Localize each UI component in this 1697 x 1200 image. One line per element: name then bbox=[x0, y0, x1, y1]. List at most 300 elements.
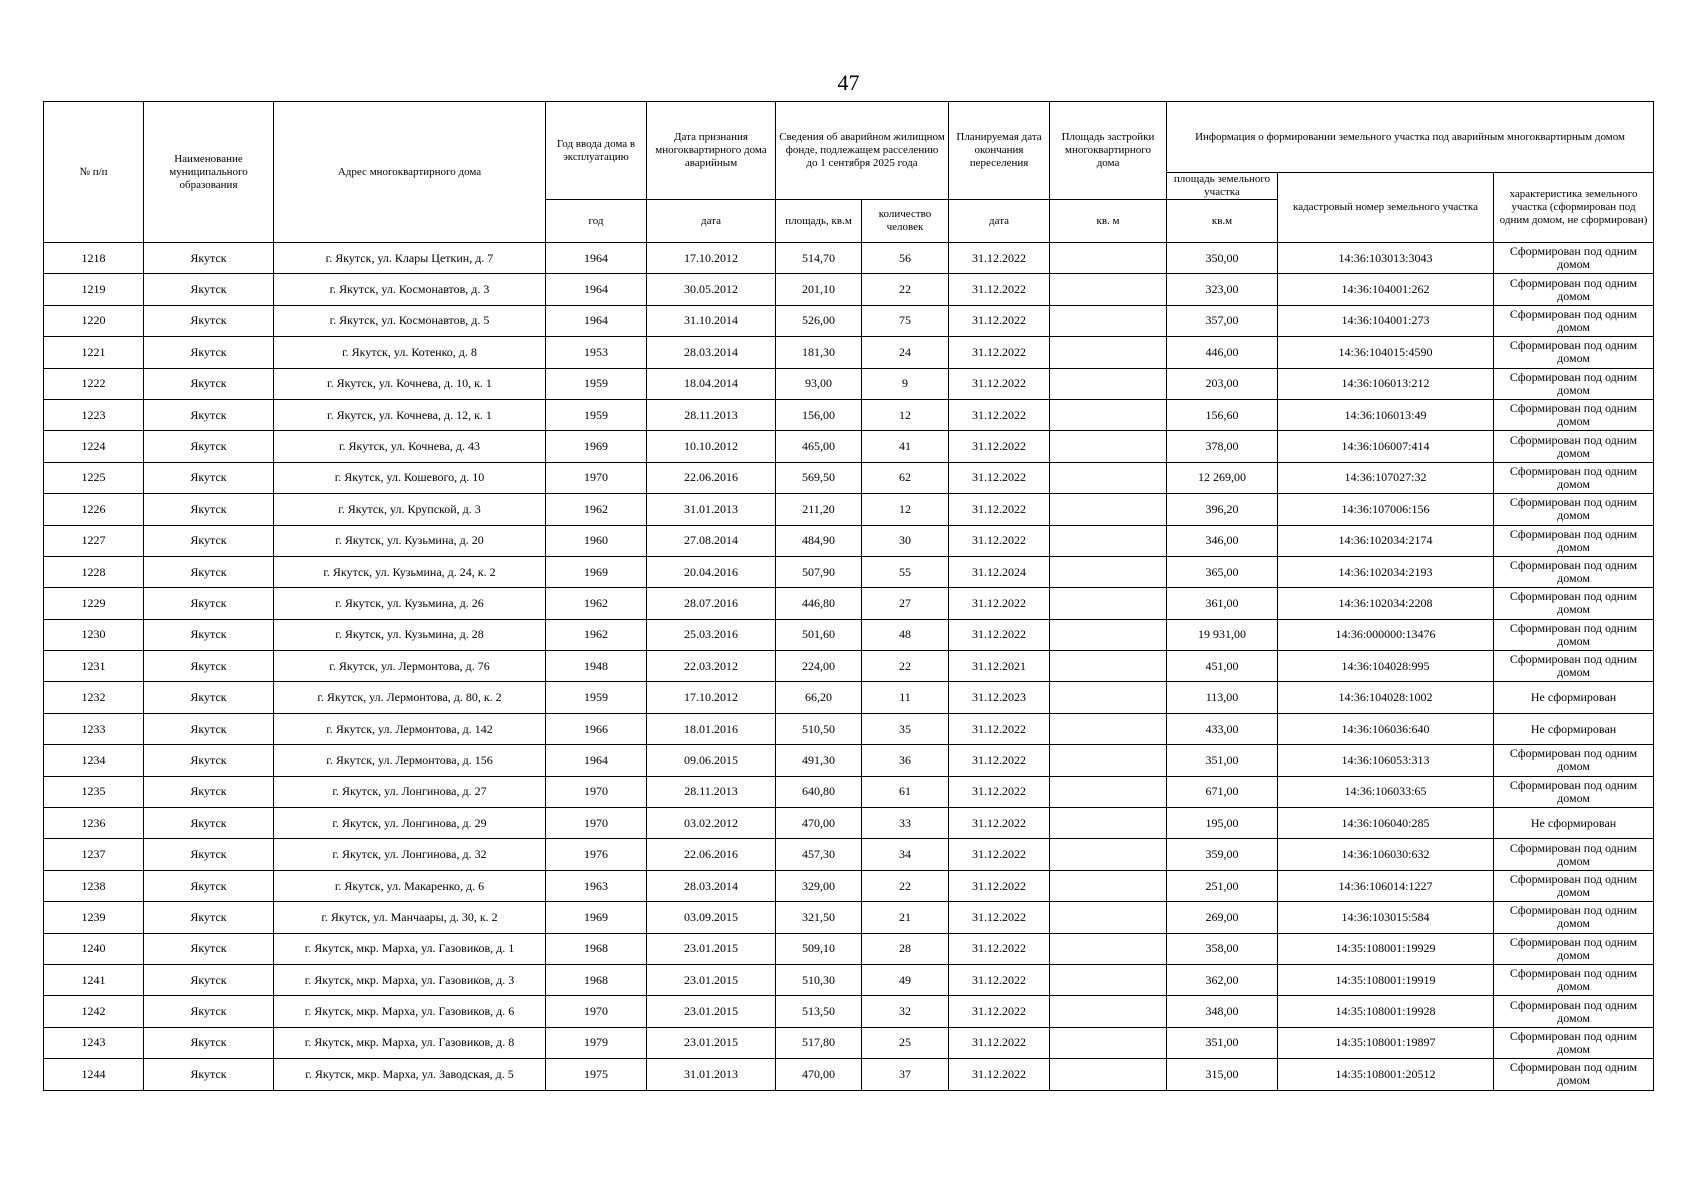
municipality-cell: Якутск bbox=[144, 588, 274, 619]
table-row bbox=[44, 651, 1654, 682]
recognition-date-cell: 09.06.2015 bbox=[647, 745, 776, 776]
row-number: 1225 bbox=[44, 462, 144, 493]
municipality-cell: Якутск bbox=[144, 619, 274, 650]
area-cell: 640,80 bbox=[776, 776, 862, 807]
land-area-cell: 350,00 bbox=[1167, 243, 1278, 274]
address-cell: г. Якутск, ул. Манчаары, д. 30, к. 2 bbox=[274, 902, 546, 933]
land-status-cell: Сформирован под одним домом bbox=[1494, 745, 1654, 776]
building-area-cell bbox=[1050, 305, 1167, 336]
cadastral-cell: 14:36:106014:1227 bbox=[1278, 870, 1494, 901]
year-cell: 1968 bbox=[546, 964, 647, 995]
people-cell: 33 bbox=[862, 808, 949, 839]
municipality-cell: Якутск bbox=[144, 399, 274, 430]
land-status-cell: Сформирован под одним домом bbox=[1494, 274, 1654, 305]
cadastral-cell: 14:36:000000:13476 bbox=[1278, 619, 1494, 650]
land-status-cell: Не сформирован bbox=[1494, 682, 1654, 713]
address-cell: г. Якутск, ул. Лермонтова, д. 76 bbox=[274, 651, 546, 682]
recognition-date-cell: 28.11.2013 bbox=[647, 776, 776, 807]
land-area-cell: 348,00 bbox=[1167, 996, 1278, 1027]
row-number: 1244 bbox=[44, 1059, 144, 1090]
cadastral-cell: 14:36:106013:212 bbox=[1278, 368, 1494, 399]
address-cell: г. Якутск, ул. Котенко, д. 8 bbox=[274, 337, 546, 368]
land-area-cell: 433,00 bbox=[1167, 713, 1278, 744]
area-cell: 470,00 bbox=[776, 808, 862, 839]
planned-date-cell: 31.12.2022 bbox=[949, 902, 1050, 933]
area-cell: 507,90 bbox=[776, 556, 862, 587]
row-number: 1233 bbox=[44, 713, 144, 744]
header-cadastral: кадастровый номер земельного участка bbox=[1278, 173, 1494, 243]
people-cell: 12 bbox=[862, 399, 949, 430]
building-area-cell bbox=[1050, 525, 1167, 556]
building-area-cell bbox=[1050, 933, 1167, 964]
table-row bbox=[44, 619, 1654, 650]
recognition-date-cell: 28.03.2014 bbox=[647, 337, 776, 368]
municipality-cell: Якутск bbox=[144, 808, 274, 839]
year-cell: 1962 bbox=[546, 494, 647, 525]
land-area-cell: 396,20 bbox=[1167, 494, 1278, 525]
cadastral-cell: 14:36:102034:2193 bbox=[1278, 556, 1494, 587]
people-cell: 12 bbox=[862, 494, 949, 525]
building-area-cell bbox=[1050, 368, 1167, 399]
land-status-cell: Сформирован под одним домом bbox=[1494, 870, 1654, 901]
row-number: 1221 bbox=[44, 337, 144, 368]
people-cell: 56 bbox=[862, 243, 949, 274]
recognition-date-cell: 03.09.2015 bbox=[647, 902, 776, 933]
address-cell: г. Якутск, ул. Кошевого, д. 10 bbox=[274, 462, 546, 493]
planned-date-cell: 31.12.2022 bbox=[949, 839, 1050, 870]
land-area-cell: 251,00 bbox=[1167, 870, 1278, 901]
planned-date-cell: 31.12.2022 bbox=[949, 933, 1050, 964]
year-cell: 1964 bbox=[546, 243, 647, 274]
recognition-date-cell: 23.01.2015 bbox=[647, 1027, 776, 1058]
recognition-date-cell: 28.07.2016 bbox=[647, 588, 776, 619]
page-number: 47 bbox=[837, 70, 860, 95]
land-status-cell: Не сформирован bbox=[1494, 808, 1654, 839]
people-cell: 61 bbox=[862, 776, 949, 807]
cadastral-cell: 14:36:106013:49 bbox=[1278, 399, 1494, 430]
year-cell: 1959 bbox=[546, 368, 647, 399]
year-cell: 1948 bbox=[546, 651, 647, 682]
municipality-cell: Якутск bbox=[144, 713, 274, 744]
table-row bbox=[44, 682, 1654, 713]
area-cell: 156,00 bbox=[776, 399, 862, 430]
area-cell: 465,00 bbox=[776, 431, 862, 462]
area-cell: 569,50 bbox=[776, 462, 862, 493]
land-status-cell: Сформирован под одним домом bbox=[1494, 933, 1654, 964]
land-status-cell: Сформирован под одним домом bbox=[1494, 243, 1654, 274]
year-cell: 1969 bbox=[546, 556, 647, 587]
address-cell: г. Якутск, ул. Лермонтова, д. 142 bbox=[274, 713, 546, 744]
area-cell: 510,50 bbox=[776, 713, 862, 744]
area-cell: 513,50 bbox=[776, 996, 862, 1027]
table-row bbox=[44, 556, 1654, 587]
cadastral-cell: 14:36:106040:285 bbox=[1278, 808, 1494, 839]
people-cell: 27 bbox=[862, 588, 949, 619]
people-cell: 41 bbox=[862, 431, 949, 462]
building-area-cell bbox=[1050, 808, 1167, 839]
building-area-cell bbox=[1050, 243, 1167, 274]
land-area-cell: 323,00 bbox=[1167, 274, 1278, 305]
row-number: 1230 bbox=[44, 619, 144, 650]
recognition-date-cell: 17.10.2012 bbox=[647, 243, 776, 274]
address-cell: г. Якутск, ул. Лонгинова, д. 32 bbox=[274, 839, 546, 870]
table-row bbox=[44, 1027, 1654, 1058]
table-row bbox=[44, 776, 1654, 807]
header-emergency-info: Сведения об аварийном жилищном фонде, подлежащем расселению до 1 сентября 2025 года bbox=[776, 102, 949, 200]
people-cell: 9 bbox=[862, 368, 949, 399]
planned-date-cell: 31.12.2022 bbox=[949, 776, 1050, 807]
table-row bbox=[44, 368, 1654, 399]
address-cell: г. Якутск, ул. Кузьмина, д. 26 bbox=[274, 588, 546, 619]
municipality-cell: Якутск bbox=[144, 556, 274, 587]
municipality-cell: Якутск bbox=[144, 996, 274, 1027]
row-number: 1223 bbox=[44, 399, 144, 430]
cadastral-cell: 14:36:107027:32 bbox=[1278, 462, 1494, 493]
row-number: 1228 bbox=[44, 556, 144, 587]
recognition-date-cell: 03.02.2012 bbox=[647, 808, 776, 839]
planned-date-cell: 31.12.2021 bbox=[949, 651, 1050, 682]
land-area-cell: 346,00 bbox=[1167, 525, 1278, 556]
address-cell: г. Якутск, ул. Кочнева, д. 10, к. 1 bbox=[274, 368, 546, 399]
area-cell: 484,90 bbox=[776, 525, 862, 556]
land-status-cell: Сформирован под одним домом bbox=[1494, 556, 1654, 587]
municipality-cell: Якутск bbox=[144, 462, 274, 493]
people-cell: 62 bbox=[862, 462, 949, 493]
unit-building-sqm: кв. м bbox=[1050, 200, 1167, 243]
row-number: 1220 bbox=[44, 305, 144, 336]
land-status-cell: Не сформирован bbox=[1494, 713, 1654, 744]
header-address: Адрес многоквартирного дома bbox=[274, 102, 546, 243]
land-status-cell: Сформирован под одним домом bbox=[1494, 462, 1654, 493]
address-cell: г. Якутск, ул. Космонавтов, д. 5 bbox=[274, 305, 546, 336]
header-land-info: Информация о формировании земельного участка под аварийным многоквартирным домом bbox=[1167, 102, 1654, 173]
header-municipality: Наименование муниципального образования bbox=[144, 102, 274, 243]
year-cell: 1964 bbox=[546, 274, 647, 305]
area-cell: 509,10 bbox=[776, 933, 862, 964]
building-area-cell bbox=[1050, 996, 1167, 1027]
area-cell: 93,00 bbox=[776, 368, 862, 399]
year-cell: 1963 bbox=[546, 870, 647, 901]
row-number: 1235 bbox=[44, 776, 144, 807]
people-cell: 49 bbox=[862, 964, 949, 995]
address-cell: г. Якутск, ул. Лермонтова, д. 156 bbox=[274, 745, 546, 776]
recognition-date-cell: 22.06.2016 bbox=[647, 839, 776, 870]
year-cell: 1970 bbox=[546, 462, 647, 493]
land-area-cell: 12 269,00 bbox=[1167, 462, 1278, 493]
planned-date-cell: 31.12.2022 bbox=[949, 494, 1050, 525]
people-cell: 25 bbox=[862, 1027, 949, 1058]
land-area-cell: 446,00 bbox=[1167, 337, 1278, 368]
address-cell: г. Якутск, мкр. Марха, ул. Газовиков, д. 6 bbox=[274, 996, 546, 1027]
area-cell: 457,30 bbox=[776, 839, 862, 870]
planned-date-cell: 31.12.2022 bbox=[949, 337, 1050, 368]
land-area-cell: 269,00 bbox=[1167, 902, 1278, 933]
area-cell: 510,30 bbox=[776, 964, 862, 995]
land-status-cell: Сформирован под одним домом bbox=[1494, 996, 1654, 1027]
row-number: 1219 bbox=[44, 274, 144, 305]
table-row bbox=[44, 1059, 1654, 1090]
area-cell: 201,10 bbox=[776, 274, 862, 305]
planned-date-cell: 31.12.2022 bbox=[949, 808, 1050, 839]
address-cell: г. Якутск, ул. Макаренко, д. 6 bbox=[274, 870, 546, 901]
recognition-date-cell: 23.01.2015 bbox=[647, 933, 776, 964]
land-area-cell: 19 931,00 bbox=[1167, 619, 1278, 650]
area-cell: 321,50 bbox=[776, 902, 862, 933]
land-status-cell: Сформирован под одним домом bbox=[1494, 964, 1654, 995]
address-cell: г. Якутск, ул. Кузьмина, д. 28 bbox=[274, 619, 546, 650]
municipality-cell: Якутск bbox=[144, 964, 274, 995]
planned-date-cell: 31.12.2022 bbox=[949, 870, 1050, 901]
address-cell: г. Якутск, мкр. Марха, ул. Газовиков, д. 8 bbox=[274, 1027, 546, 1058]
land-status-cell: Сформирован под одним домом bbox=[1494, 1059, 1654, 1090]
unit-planned-date: дата bbox=[949, 200, 1050, 243]
recognition-date-cell: 31.01.2013 bbox=[647, 494, 776, 525]
unit-area: площадь, кв.м bbox=[776, 200, 862, 243]
cadastral-cell: 14:35:108001:19929 bbox=[1278, 933, 1494, 964]
land-area-cell: 315,00 bbox=[1167, 1059, 1278, 1090]
cadastral-cell: 14:36:107006:156 bbox=[1278, 494, 1494, 525]
land-area-cell: 156,60 bbox=[1167, 399, 1278, 430]
people-cell: 24 bbox=[862, 337, 949, 368]
planned-date-cell: 31.12.2022 bbox=[949, 368, 1050, 399]
table-row bbox=[44, 305, 1654, 336]
planned-date-cell: 31.12.2022 bbox=[949, 1027, 1050, 1058]
address-cell: г. Якутск, мкр. Марха, ул. Заводская, д. 5 bbox=[274, 1059, 546, 1090]
table-body bbox=[44, 243, 1654, 1091]
land-status-cell: Сформирован под одним домом bbox=[1494, 619, 1654, 650]
cadastral-cell: 14:36:102034:2174 bbox=[1278, 525, 1494, 556]
land-status-cell: Сформирован под одним домом bbox=[1494, 494, 1654, 525]
table-row bbox=[44, 525, 1654, 556]
municipality-cell: Якутск bbox=[144, 243, 274, 274]
year-cell: 1969 bbox=[546, 431, 647, 462]
area-cell: 329,00 bbox=[776, 870, 862, 901]
address-cell: г. Якутск, мкр. Марха, ул. Газовиков, д. 3 bbox=[274, 964, 546, 995]
area-cell: 224,00 bbox=[776, 651, 862, 682]
row-number: 1238 bbox=[44, 870, 144, 901]
land-status-cell: Сформирован под одним домом bbox=[1494, 1027, 1654, 1058]
people-cell: 11 bbox=[862, 682, 949, 713]
year-cell: 1953 bbox=[546, 337, 647, 368]
planned-date-cell: 31.12.2022 bbox=[949, 964, 1050, 995]
area-cell: 514,70 bbox=[776, 243, 862, 274]
year-cell: 1975 bbox=[546, 1059, 647, 1090]
header-row-top bbox=[44, 102, 1654, 173]
address-cell: г. Якутск, ул. Крупской, д. 3 bbox=[274, 494, 546, 525]
cadastral-cell: 14:36:106033:65 bbox=[1278, 776, 1494, 807]
row-number: 1243 bbox=[44, 1027, 144, 1058]
area-cell: 501,60 bbox=[776, 619, 862, 650]
table-row bbox=[44, 745, 1654, 776]
people-cell: 75 bbox=[862, 305, 949, 336]
table-row bbox=[44, 839, 1654, 870]
year-cell: 1962 bbox=[546, 619, 647, 650]
building-area-cell bbox=[1050, 274, 1167, 305]
planned-date-cell: 31.12.2024 bbox=[949, 556, 1050, 587]
recognition-date-cell: 28.11.2013 bbox=[647, 399, 776, 430]
recognition-date-cell: 23.01.2015 bbox=[647, 996, 776, 1027]
header-planned-date: Планируемая дата окончания переселения bbox=[949, 102, 1050, 200]
header-recognition-date: Дата признания многоквартирного дома аварийным bbox=[647, 102, 776, 200]
address-cell: г. Якутск, ул. Кочнева, д. 12, к. 1 bbox=[274, 399, 546, 430]
address-cell: г. Якутск, ул. Лонгинова, д. 29 bbox=[274, 808, 546, 839]
header-no: № п/п bbox=[44, 102, 144, 243]
year-cell: 1959 bbox=[546, 682, 647, 713]
area-cell: 66,20 bbox=[776, 682, 862, 713]
row-number: 1237 bbox=[44, 839, 144, 870]
cadastral-cell: 14:36:104001:273 bbox=[1278, 305, 1494, 336]
land-area-cell: 365,00 bbox=[1167, 556, 1278, 587]
table-row bbox=[44, 870, 1654, 901]
municipality-cell: Якутск bbox=[144, 431, 274, 462]
building-area-cell bbox=[1050, 588, 1167, 619]
table-row bbox=[44, 243, 1654, 274]
municipality-cell: Якутск bbox=[144, 368, 274, 399]
land-status-cell: Сформирован под одним домом bbox=[1494, 839, 1654, 870]
recognition-date-cell: 17.10.2012 bbox=[647, 682, 776, 713]
cadastral-cell: 14:36:104028:995 bbox=[1278, 651, 1494, 682]
year-cell: 1960 bbox=[546, 525, 647, 556]
recognition-date-cell: 22.03.2012 bbox=[647, 651, 776, 682]
cadastral-cell: 14:36:103013:3043 bbox=[1278, 243, 1494, 274]
recognition-date-cell: 27.08.2014 bbox=[647, 525, 776, 556]
land-area-cell: 113,00 bbox=[1167, 682, 1278, 713]
land-area-cell: 451,00 bbox=[1167, 651, 1278, 682]
table-row bbox=[44, 996, 1654, 1027]
row-number: 1241 bbox=[44, 964, 144, 995]
recognition-date-cell: 28.03.2014 bbox=[647, 870, 776, 901]
building-area-cell bbox=[1050, 713, 1167, 744]
year-cell: 1970 bbox=[546, 996, 647, 1027]
address-cell: г. Якутск, ул. Кузьмина, д. 20 bbox=[274, 525, 546, 556]
building-area-cell bbox=[1050, 1027, 1167, 1058]
land-area-cell: 378,00 bbox=[1167, 431, 1278, 462]
table-row bbox=[44, 588, 1654, 619]
planned-date-cell: 31.12.2022 bbox=[949, 274, 1050, 305]
year-cell: 1959 bbox=[546, 399, 647, 430]
planned-date-cell: 31.12.2022 bbox=[949, 243, 1050, 274]
address-cell: г. Якутск, ул. Клары Цеткин, д. 7 bbox=[274, 243, 546, 274]
planned-date-cell: 31.12.2022 bbox=[949, 745, 1050, 776]
people-cell: 32 bbox=[862, 996, 949, 1027]
table-row bbox=[44, 933, 1654, 964]
cadastral-cell: 14:36:106030:632 bbox=[1278, 839, 1494, 870]
cadastral-cell: 14:36:104001:262 bbox=[1278, 274, 1494, 305]
planned-date-cell: 31.12.2022 bbox=[949, 462, 1050, 493]
unit-year: год bbox=[546, 200, 647, 243]
people-cell: 22 bbox=[862, 274, 949, 305]
recognition-date-cell: 18.01.2016 bbox=[647, 713, 776, 744]
municipality-cell: Якутск bbox=[144, 525, 274, 556]
row-number: 1232 bbox=[44, 682, 144, 713]
table-row bbox=[44, 431, 1654, 462]
cadastral-cell: 14:35:108001:19897 bbox=[1278, 1027, 1494, 1058]
year-cell: 1962 bbox=[546, 588, 647, 619]
year-cell: 1976 bbox=[546, 839, 647, 870]
recognition-date-cell: 25.03.2016 bbox=[647, 619, 776, 650]
table-row bbox=[44, 713, 1654, 744]
building-area-cell bbox=[1050, 839, 1167, 870]
land-area-cell: 203,00 bbox=[1167, 368, 1278, 399]
municipality-cell: Якутск bbox=[144, 682, 274, 713]
planned-date-cell: 31.12.2023 bbox=[949, 682, 1050, 713]
land-status-cell: Сформирован под одним домом bbox=[1494, 651, 1654, 682]
building-area-cell bbox=[1050, 964, 1167, 995]
people-cell: 35 bbox=[862, 713, 949, 744]
building-area-cell bbox=[1050, 682, 1167, 713]
row-number: 1226 bbox=[44, 494, 144, 525]
people-cell: 48 bbox=[862, 619, 949, 650]
year-cell: 1964 bbox=[546, 305, 647, 336]
building-area-cell bbox=[1050, 776, 1167, 807]
table-row bbox=[44, 274, 1654, 305]
row-number: 1229 bbox=[44, 588, 144, 619]
table-row bbox=[44, 462, 1654, 493]
municipality-cell: Якутск bbox=[144, 870, 274, 901]
building-area-cell bbox=[1050, 494, 1167, 525]
people-cell: 28 bbox=[862, 933, 949, 964]
area-cell: 517,80 bbox=[776, 1027, 862, 1058]
area-cell: 526,00 bbox=[776, 305, 862, 336]
address-cell: г. Якутск, ул. Лонгинова, д. 27 bbox=[274, 776, 546, 807]
row-number: 1234 bbox=[44, 745, 144, 776]
row-number: 1240 bbox=[44, 933, 144, 964]
building-area-cell bbox=[1050, 619, 1167, 650]
land-status-cell: Сформирован под одним домом bbox=[1494, 337, 1654, 368]
recognition-date-cell: 31.10.2014 bbox=[647, 305, 776, 336]
land-area-cell: 361,00 bbox=[1167, 588, 1278, 619]
people-cell: 30 bbox=[862, 525, 949, 556]
planned-date-cell: 31.12.2022 bbox=[949, 399, 1050, 430]
planned-date-cell: 31.12.2022 bbox=[949, 996, 1050, 1027]
land-status-cell: Сформирован под одним домом bbox=[1494, 368, 1654, 399]
planned-date-cell: 31.12.2022 bbox=[949, 525, 1050, 556]
cadastral-cell: 14:36:106036:640 bbox=[1278, 713, 1494, 744]
land-area-cell: 351,00 bbox=[1167, 1027, 1278, 1058]
row-number: 1224 bbox=[44, 431, 144, 462]
address-cell: г. Якутск, ул. Космонавтов, д. 3 bbox=[274, 274, 546, 305]
row-number: 1236 bbox=[44, 808, 144, 839]
recognition-date-cell: 18.04.2014 bbox=[647, 368, 776, 399]
row-number: 1227 bbox=[44, 525, 144, 556]
address-cell: г. Якутск, ул. Лермонтова, д. 80, к. 2 bbox=[274, 682, 546, 713]
cadastral-cell: 14:36:102034:2208 bbox=[1278, 588, 1494, 619]
table-row bbox=[44, 902, 1654, 933]
row-number: 1242 bbox=[44, 996, 144, 1027]
cadastral-cell: 14:35:108001:20512 bbox=[1278, 1059, 1494, 1090]
municipality-cell: Якутск bbox=[144, 745, 274, 776]
table-row bbox=[44, 964, 1654, 995]
building-area-cell bbox=[1050, 431, 1167, 462]
land-area-cell: 351,00 bbox=[1167, 745, 1278, 776]
area-cell: 470,00 bbox=[776, 1059, 862, 1090]
people-cell: 36 bbox=[862, 745, 949, 776]
municipality-cell: Якутск bbox=[144, 1027, 274, 1058]
cadastral-cell: 14:36:106053:313 bbox=[1278, 745, 1494, 776]
row-number: 1218 bbox=[44, 243, 144, 274]
building-area-cell bbox=[1050, 651, 1167, 682]
address-cell: г. Якутск, мкр. Марха, ул. Газовиков, д. 1 bbox=[274, 933, 546, 964]
recognition-date-cell: 30.05.2012 bbox=[647, 274, 776, 305]
building-area-cell bbox=[1050, 1059, 1167, 1090]
building-area-cell bbox=[1050, 745, 1167, 776]
cadastral-cell: 14:36:106007:414 bbox=[1278, 431, 1494, 462]
land-area-cell: 359,00 bbox=[1167, 839, 1278, 870]
table-row bbox=[44, 808, 1654, 839]
recognition-date-cell: 23.01.2015 bbox=[647, 964, 776, 995]
area-cell: 211,20 bbox=[776, 494, 862, 525]
building-area-cell bbox=[1050, 399, 1167, 430]
